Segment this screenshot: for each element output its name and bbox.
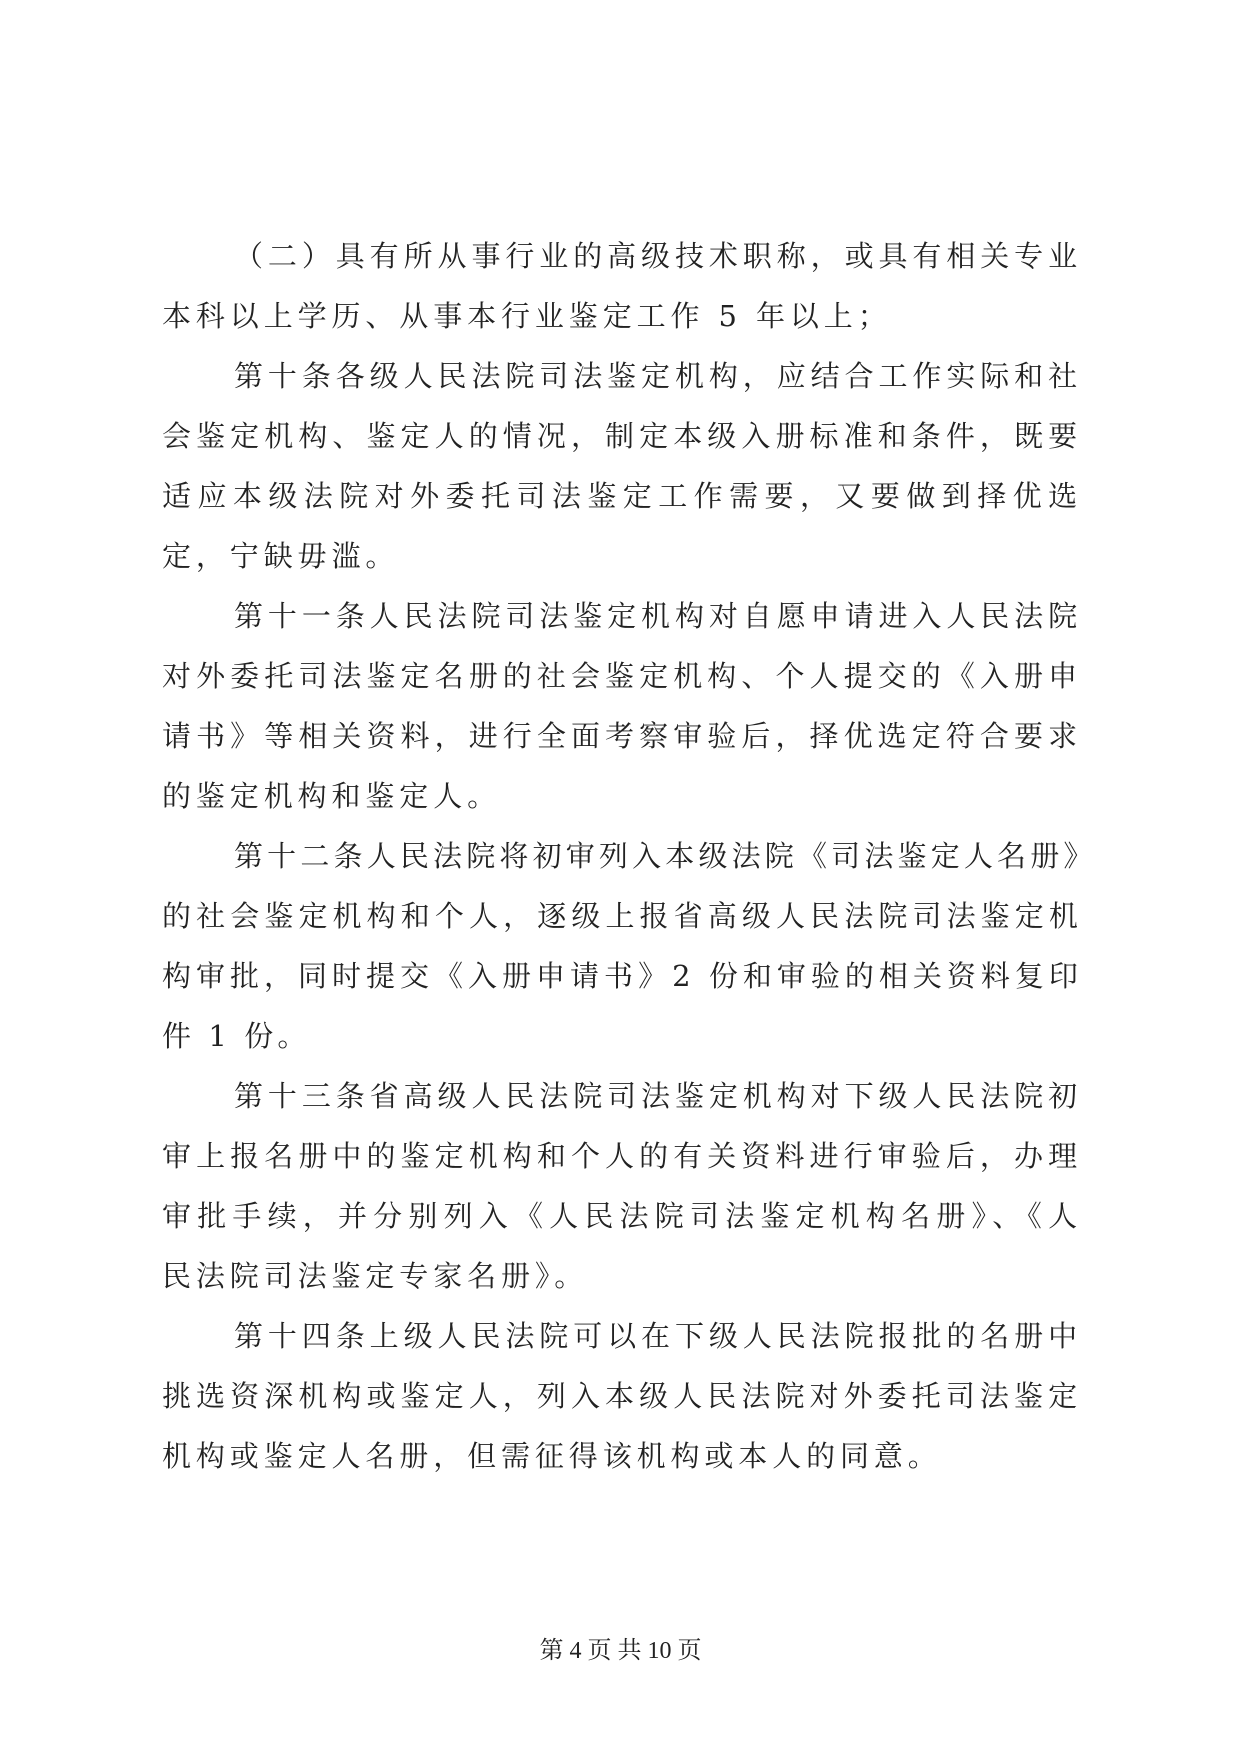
paragraph-article-14: 第十四条上级人民法院可以在下级人民法院报批的名册中挑选资深机构或鉴定人，列入本级人民法院对外委托司法鉴定机构或鉴定人名册，但需征得该机构或本人的同意。: [162, 1319, 1082, 1473]
page-number-footer: 第 4 页 共 10 页: [539, 1638, 702, 1664]
paragraph-article-11: 第十一条人民法院司法鉴定机构对自愿申请进入人民法院对外委托司法鉴定名册的社会鉴定机构、个人提交的《入册申请书》等相关资料，进行全面考察审验后，择优选定符合要求的鉴定机构和鉴定人。: [162, 599, 1082, 813]
paragraph-article-13: 第十三条省高级人民法院司法鉴定机构对下级人民法院初审上报名册中的鉴定机构和个人的有关资料进行审验后，办理审批手续，并分别列入《人民法院司法鉴定机构名册》、《人民法院司法鉴定专家名册》。: [162, 1079, 1082, 1293]
paragraph-qualification-2: （二）具有所从事行业的高级技术职称，或具有相关专业本科以上学历、从事本行业鉴定工作 5 年以上；: [162, 239, 1082, 333]
document-body: [162, 226, 1082, 1486]
paragraph-article-10: 第十条各级人民法院司法鉴定机构，应结合工作实际和社会鉴定机构、鉴定人的情况，制定本级入册标准和条件，既要适应本级法院对外委托司法鉴定工作需要，又要做到择优选定，宁缺毋滥。: [162, 359, 1082, 573]
paragraph-article-12: 第十二条人民法院将初审列入本级法院《司法鉴定人名册》的社会鉴定机构和个人，逐级上报省高级人民法院司法鉴定机构审批，同时提交《入册申请书》2 份和审验的相关资料复印件 1 份。: [162, 839, 1082, 1053]
